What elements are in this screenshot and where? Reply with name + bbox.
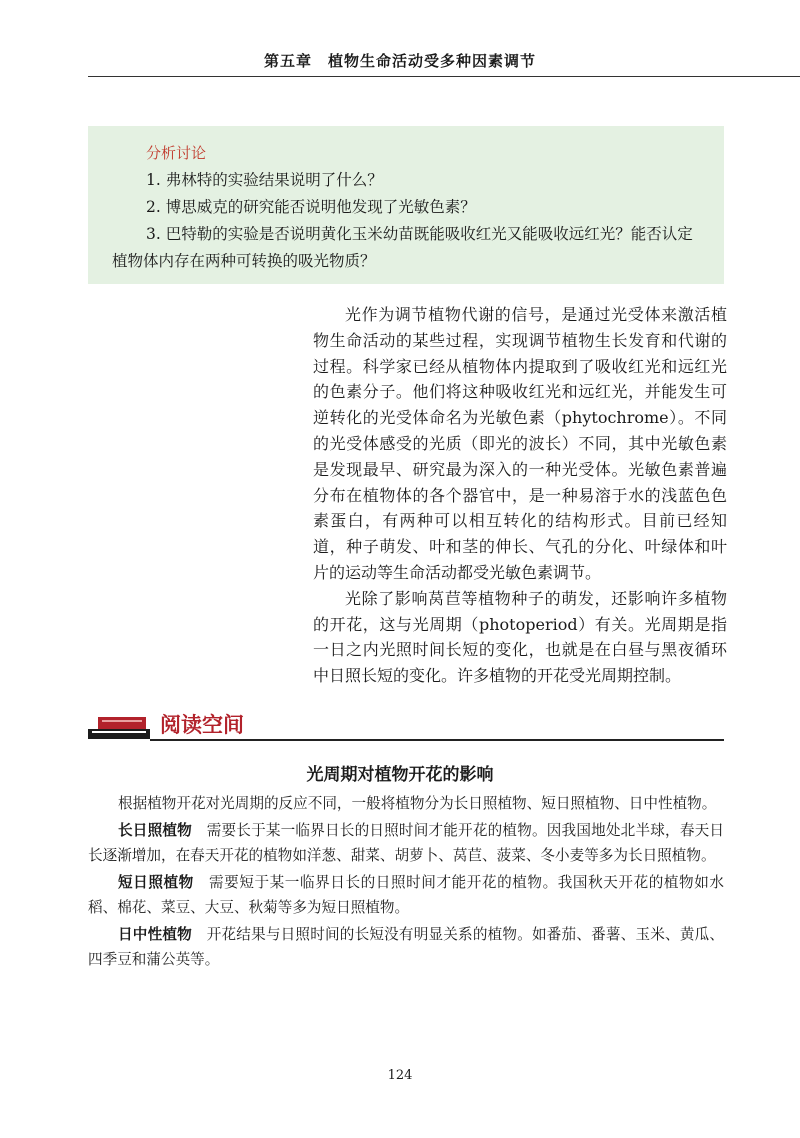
book-stack-icon — [88, 715, 150, 741]
main-text — [313, 302, 727, 689]
article-title: 光周期对植物开花的影响 — [306, 765, 494, 785]
reading-section-header — [88, 707, 724, 741]
discussion-box — [88, 126, 724, 284]
definition-term: 长日照植物 — [118, 821, 192, 839]
discussion-title: 分析讨论 — [146, 144, 207, 162]
discussion-question: 2. 博思威克的研究能否说明他发现了光敏色素？ — [146, 198, 476, 216]
definition-term: 日中性植物 — [118, 925, 192, 943]
definition-item — [88, 922, 724, 973]
reading-section-title: 阅读空间 — [160, 713, 244, 737]
body-paragraph: 光除了影响莴苣等植物种子的萌发，还影响许多植物的开花，这与光周期（photoperiod）有关。光周期是指一日之内光照时间长短的变化，也就是在白昼与黑夜循环中日照长短的变化。许多植物的开花受光周期控制。 — [313, 588, 727, 686]
chapter-header: 第五章 植物生命活动受多种因素调节 — [263, 52, 536, 70]
definition-item — [88, 818, 724, 869]
article-intro: 根据植物开花对光周期的反应不同，一般将植物分为长日照植物、短日照植物、日中性植物。 — [118, 795, 717, 812]
definition-text: 需要短于某一临界日长的日照时间才能开花的植物。我国秋天开花的植物如水稻、棉花、菜豆、大豆、秋菊等多为短日照植物。 — [88, 873, 724, 916]
reading-divider — [150, 739, 724, 741]
body-paragraph: 光作为调节植物代谢的信号，是通过光受体来激活植物生命活动的某些过程，实现调节植物生长发育和代谢的过程。科学家已经从植物体内提取到了吸收红光和远红光的色素分子。他们将这种吸收红光和远红光，并能发生可逆转化的光受体命名为光敏色素（phytochrome）。不同的光受体感受的光质（即光的波长）不同，其中光敏色素是发现最早、研究最为深入的一种光受体。光敏色素普遍分布在植物体的各个器官中，是一种易溶于水的浅蓝色色素蛋白，有两种可以相互转化的结构形式。目前已经知道，种子萌发、叶和茎的伸长、气孔的分化、叶绿体和叶片的运动等生命活动都受光敏色素调节。 — [313, 305, 727, 582]
discussion-question: 1. 弗林特的实验结果说明了什么？ — [146, 171, 383, 189]
header-divider — [88, 76, 800, 77]
definition-text: 开花结果与日照时间的长短没有明显关系的植物。如番茄、番薯、玉米、黄瓜、四季豆和蒲公英等。 — [88, 925, 724, 968]
definition-term: 短日照植物 — [118, 873, 194, 891]
definition-item — [88, 870, 724, 921]
discussion-question: 3. 巴特勒的实验是否说明黄化玉米幼苗既能吸收红光又能吸收远红光？能否认定植物体内存在两种可转换的吸光物质？ — [112, 225, 693, 270]
page-number: 124 — [387, 1068, 413, 1083]
definition-text: 需要长于某一临界日长的日照时间才能开花的植物。因我国地处北半球，春天日长逐渐增加，在春天开花的植物如洋葱、甜菜、胡萝卜、莴苣、菠菜、冬小麦等多为长日照植物。 — [88, 821, 724, 864]
reading-article — [88, 791, 724, 974]
